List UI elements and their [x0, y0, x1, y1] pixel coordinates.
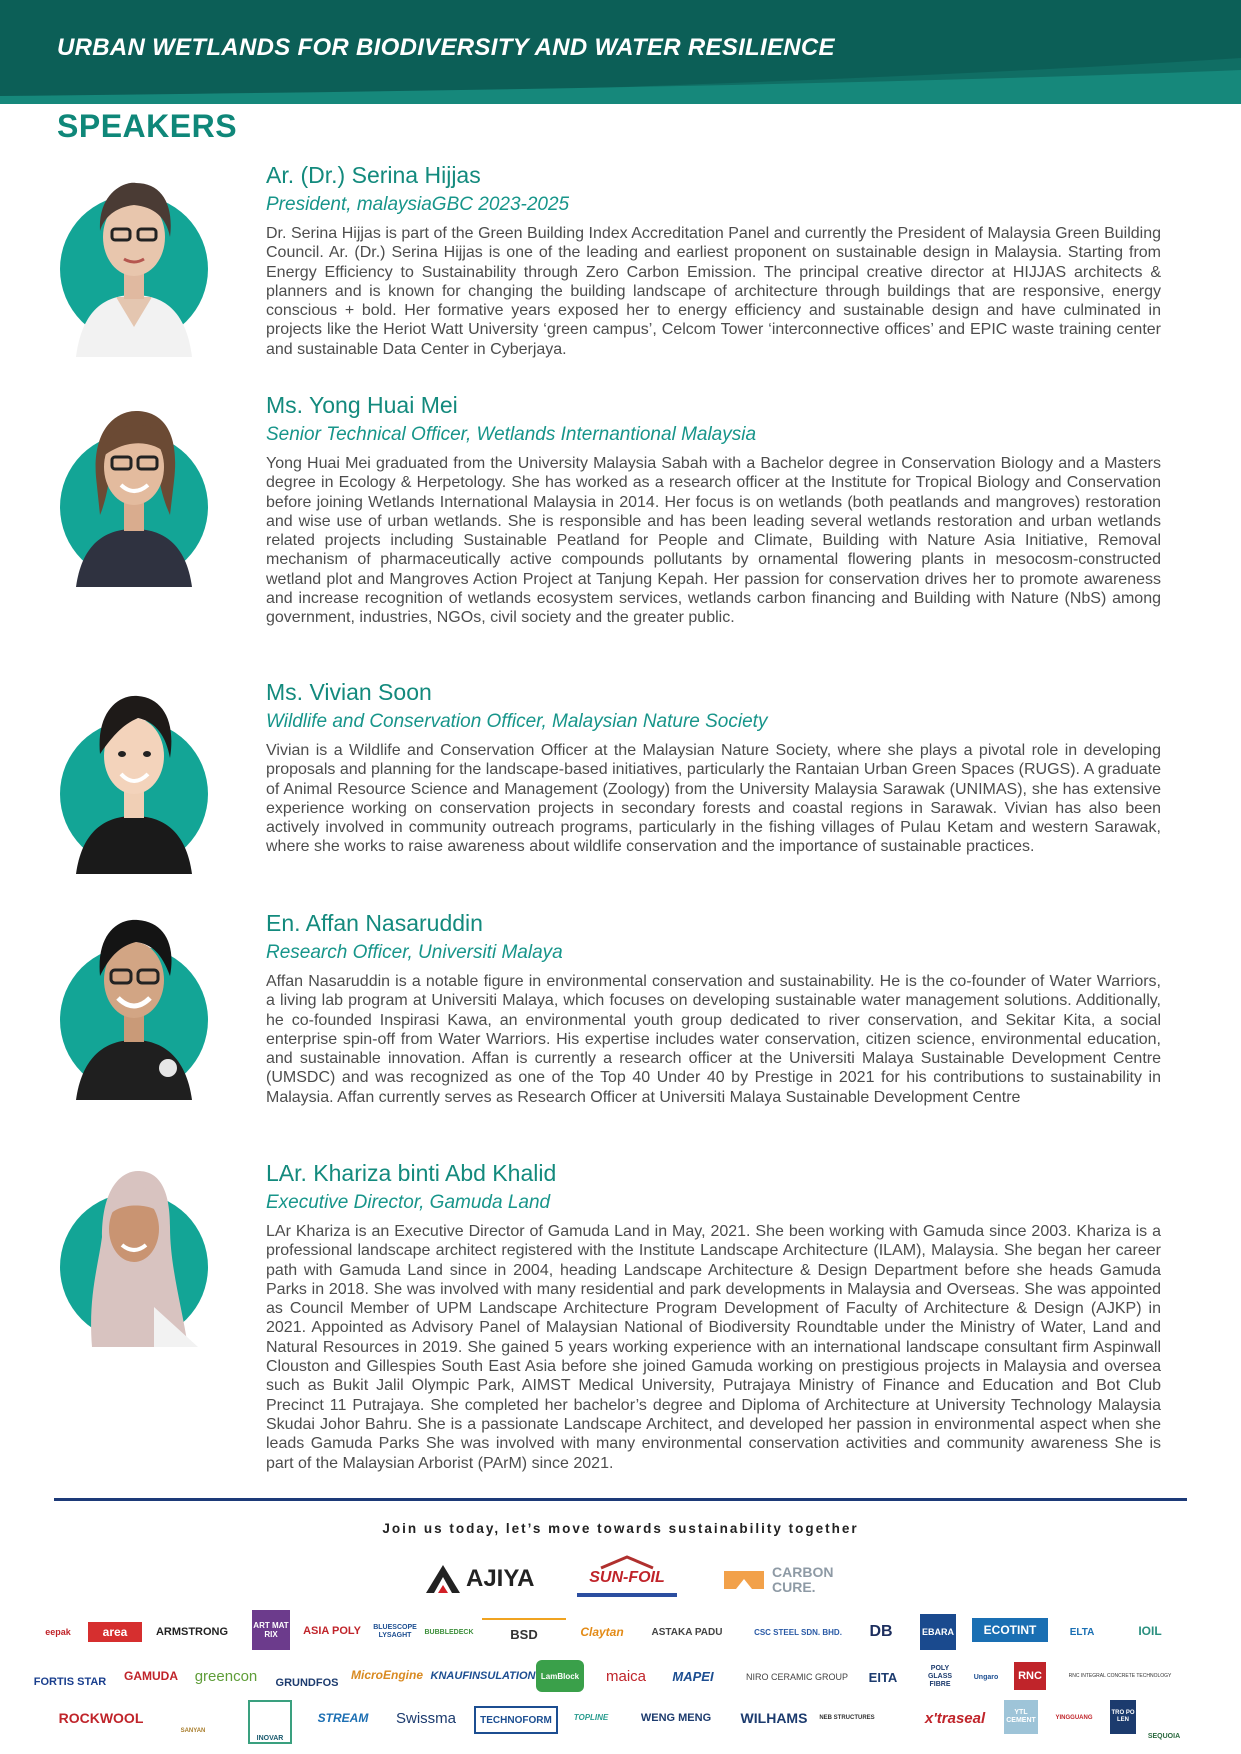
sponsor-logo: ASTAKA PADU [651, 1626, 723, 1638]
sponsor-logo: LamBlock [536, 1660, 584, 1692]
sponsor-logo: FORTIS STAR [33, 1676, 107, 1688]
sponsor-name: CARBON CURE. [772, 1564, 834, 1595]
sponsor-logo: ROCKWOOL [58, 1710, 144, 1726]
speaker-name: Ms. Yong Huai Mei [266, 392, 458, 418]
speaker-bio: LAr Khariza is an Executive Director of Gamuda Land in May, 2021. She been working with Gamuda since 2003. Khariza is a professional landscape architect registered with the Institute Landscape Architecture (ILAM), Malaysia. She began her career path with Gamuda Land since in 2004, heading Landscape Architecture & Design Department before she heads Gamuda Parks in 2018. She was involved with many residential and park developments in Malaysia and Overseas. She was appointed as Council Member of UPM Landscape Architecture Program Development of Faculty of Architecture & Design (AJKP) in 2021. Appointed as Advisory Panel of Malaysian National of Biodiversity Roundtable under the Ministry of Water, Land and Natural Resources in 2019. She gained 5 years working experience with an international landscape consultant firm Aspinwall Clouston and Gillespies South East Asia before she joined Gamuda working on prestigious projects in Malaysia and oversea such as Bukit Jalil Olympic Park, AIMST Medical University, Putrajaya Ministry of Finance and Education and Bot Club Precinct 11 Putrajaya. She completed her bachelor’s degree and Diploma of Architecture at University Technology Malaysia Skudai Johor Bahru. She is a passionate Landscape Architect, and developed her passion in environmental aspect when she leads Gamuda Parks She was involved with many environmental conservation activities and community awareness She is part of the Malaysian Arborist (PArM) since 2021. [266, 1223, 1161, 1472]
sponsor-logo: GRUNDFOS [275, 1677, 339, 1689]
sponsor-logo: GAMUDA [124, 1669, 178, 1683]
sponsor-logo: eepak [45, 1627, 71, 1637]
sponsor-logo: BLUESCOPE LYSAGHT [373, 1624, 417, 1639]
sponsor-logo-ajiya [424, 1560, 539, 1598]
sponsor-logo: Claytan [580, 1625, 624, 1639]
sponsor-logo: maica [605, 1667, 646, 1685]
sponsor-logo: POLY GLASS FIBRE [927, 1665, 953, 1688]
sponsor-logo: EBARA [920, 1614, 956, 1650]
footer-tagline: Join us today, let’s move towards sustainability together [382, 1521, 859, 1536]
sponsor-logo: ARMSTRONG [155, 1626, 229, 1638]
speaker-role: Research Officer, Universiti Malaya [266, 942, 563, 963]
sponsor-logo: DB [869, 1623, 893, 1640]
speaker-photo [58, 1157, 210, 1347]
sponsor-logo: greencon [194, 1667, 258, 1685]
speaker-name: Ms. Vivian Soon [266, 679, 432, 705]
sponsor-name: AJIYA [466, 1565, 535, 1592]
sponsor-logo: x'traseal [924, 1709, 986, 1727]
speaker-role: Senior Technical Officer, Wetlands Internantional Malaysia [266, 424, 757, 445]
sponsor-logo: area [88, 1622, 142, 1642]
carboncure-logo-mark [722, 1569, 766, 1591]
sponsor-logo: ECOTINT [972, 1618, 1048, 1642]
sponsor-logo: NIRO CERAMIC GROUP [745, 1672, 848, 1682]
speaker-bio: Affan Nasaruddin is a notable figure in environmental conservation and sustainability. He is the co-founder of Water Warriors, a living lab program at Universiti Malaya, which focuses on developing sustainable water management solutions. Additionally, he co-founded Inspirasi Kawa, an environmental youth group dedicated to river conservation, and Sekitar Kita, a social enterprise spin-off from Water Warriors. His expertise includes water conservation, citizen science, environmental education, and sustainable innovation. Affan is currently a research officer at the Universiti Malaya Sustainable Development Centre (UMSDC) and was recognized as one of the Top 40 Under 40 by Prestige in 2021 for his contributions to sustainability in Malaysia. Affan currently serves as Research Officer at Universiti Malaya Sustainable Development Centre [266, 973, 1161, 1106]
sponsor-logo: CSC STEEL SDN. BHD. [754, 1627, 842, 1637]
sunfoil-roof-mark [597, 1555, 657, 1569]
sponsor-logo: ASIA POLY [303, 1625, 361, 1637]
page-title: URBAN WETLANDS FOR BIODIVERSITY AND WATER RESILIENCE [57, 34, 835, 61]
sponsor-logo: KNAUFINSULATION [430, 1670, 536, 1682]
sponsor-logo: BUBBLEDECK [424, 1628, 474, 1636]
sponsor-name: SUN-FOIL [589, 1569, 665, 1586]
speaker-bio: Dr. Serina Hijjas is part of the Green Building Index Accreditation Panel and currently the President of Malaysia Green Building Council. Ar. (Dr.) Serina Hijjas is one of the leading and earliest proponent on sustainable design in Malaysia. Starting from Energy Efficiency to Sustainability through Zero Carbon Emission. The principal creative director at HIJJAS architects & planners and is known for changing the building landscape of architecture through buildings that are responsive, energy conscious + bold. Her formative years exposed her to energy efficiency and sustainable design and have culminated in projects like the Heriot Watt University ‘green campus’, Celcom Tower ‘interconnective offices’ and EPIC waste training center and sustainable Data Center in Cyberjaya. [266, 225, 1161, 358]
sponsor-logo: EITA [868, 1669, 898, 1685]
sponsor-logo: Swissma [395, 1709, 456, 1727]
sponsor-logo: ART MAT RIX [252, 1610, 290, 1650]
speaker-name: Ar. (Dr.) Serina Hijjas [266, 162, 481, 188]
sponsor-logo: SEQUOIA [1147, 1733, 1181, 1740]
sponsor-logo-carboncure [722, 1564, 848, 1596]
sponsor-logo: MAPEI [672, 1668, 714, 1684]
sponsor-logo: YINGGUANG [1055, 1715, 1093, 1721]
sponsor-logo: IOIL [1138, 1624, 1162, 1638]
sponsor-logo: MicroEngine [350, 1668, 423, 1682]
sponsor-logo: TRO PO LEN [1110, 1700, 1136, 1734]
speaker-role: Executive Director, Gamuda Land [266, 1192, 551, 1213]
sponsor-logo: WENG MENG [640, 1712, 712, 1724]
speaker-bio: Yong Huai Mei graduated from the University Malaysia Sabah with a Bachelor degree in Conservation Biology and a Masters degree in Ecology & Herpetology. She has worked as a research officer at the Institute for Tropical Biology and Conservation before joining Wetlands International Malaysia in 2014. Her focus is on wetlands (both peatlands and mangroves) restoration and wise use of urban wetlands. She is responsible and has been leading several wetlands restoration and urban wetlands related projects including Sustainable Peatland for People and Climate, Building with Nature Asia Initiative, Removal mechanism of pharmaceutically active compounds pollutants by ornamental flowering plants in mesocosm-constructed wetland plot and Mangroves Action Project at Tanjung Kepah. Her passion for conservation drives her to promote awareness and increase recognition of wetlands ecosystem services, wetlands carbon financing and Building with Nature (NbS) among government, industries, NGOs, civil society and the greater public. [266, 455, 1161, 627]
sponsor-logo: RNC [1014, 1662, 1046, 1690]
speaker-photo [58, 684, 210, 874]
sponsor-logo: STREAM [317, 1711, 369, 1725]
sponsor-logo: YTL CEMENT [1004, 1700, 1038, 1734]
speaker-role: President, malaysiaGBC 2023-2025 [266, 194, 570, 215]
speaker-photo [58, 910, 210, 1100]
sponsor-logo: SANYAN [180, 1728, 206, 1734]
speaker-photo [58, 397, 210, 587]
section-title: SPEAKERS [57, 108, 238, 144]
ajiya-logo-mark [424, 1563, 462, 1595]
sponsor-logo-sunfoil [566, 1548, 688, 1604]
sponsor-logo: INOVAR [248, 1700, 292, 1744]
speaker-name: LAr. Khariza binti Abd Khalid [266, 1160, 557, 1186]
sponsor-logo: TOPLINE [573, 1712, 609, 1722]
header-band [0, 0, 1241, 104]
sponsor-logo: Ungaro [973, 1673, 999, 1681]
speaker-photo [58, 167, 210, 357]
footer-divider [54, 1498, 1187, 1501]
sponsor-logo: ELTA [1069, 1626, 1095, 1638]
sponsor-logo: RNC INTEGRAL CONCRETE TECHNOLOGY [1068, 1673, 1172, 1679]
sponsor-logo: WILHAMS [740, 1710, 808, 1726]
speaker-bio: Vivian is a Wildlife and Conservation Officer at the Malaysian Nature Society, where she plays a pivotal role in developing proposals and planning for the landscape-based initiatives, particularly the Rantaian Urban Green Spaces (RUGS). A graduate of Animal Resource Science and Management (Zoology) from the University Malaysia Sarawak (UNIMAS), she has extensive experience working on conservation projects in secondary forests and coastal regions in Sarawak. Vivian has also been actively involved in community outreach programs, particularly in the fishing villages of Pulau Ketam and western Sarawak, where she works to raise awareness about wildlife conservation and the importance of sustainable practices. [266, 742, 1161, 856]
speaker-name: En. Affan Nasaruddin [266, 910, 483, 936]
speaker-role: Wildlife and Conservation Officer, Malaysian Nature Society [266, 711, 768, 732]
sponsor-logo: NEB STRUCTURES [819, 1715, 875, 1721]
sponsor-logo: BSD [482, 1618, 566, 1648]
sponsor-logo: TECHNOFORM [474, 1706, 558, 1734]
